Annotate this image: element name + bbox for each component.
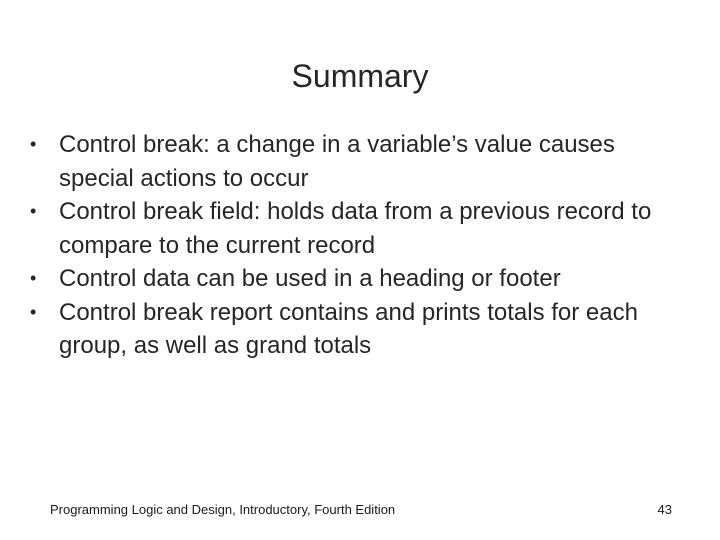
page-number: 43: [657, 502, 672, 517]
bullet-item: [28, 262, 696, 296]
bullet-icon: •: [30, 301, 37, 322]
bullet-list: [28, 128, 696, 363]
bullet-icon: •: [30, 268, 37, 288]
bullet-text: Control break report contains and prints totals for each group, as well as grand totals: [59, 298, 638, 359]
bullet-item: [28, 195, 696, 262]
bullet-icon: •: [30, 134, 37, 154]
bullet-text: Control break field: holds data from a previous record to compare to the current record: [59, 198, 652, 259]
bullet-icon: •: [30, 201, 37, 221]
bullet-item: [28, 128, 696, 195]
bullet-text: Control break: a change in a variable’s value causes special actions to occur: [59, 131, 615, 192]
bullet-text: Control data can be used in a heading or footer: [59, 265, 561, 292]
slide-title: Summary: [291, 58, 429, 94]
footer-text: Programming Logic and Design, Introductory, Fourth Edition: [50, 502, 396, 517]
bullet-item: [28, 296, 696, 363]
